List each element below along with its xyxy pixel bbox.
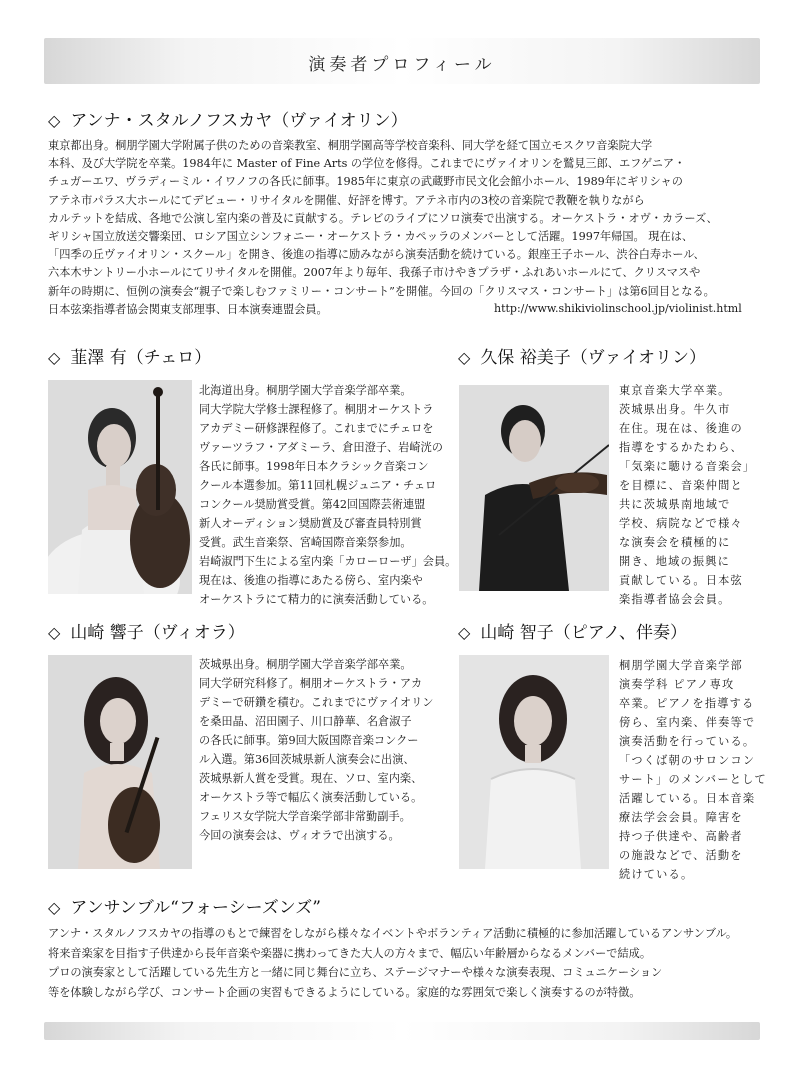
- bio-line: 持つ子供達や、高齢者: [619, 830, 743, 843]
- bio-line: ヴァーツラフ・アダミーラ、倉田澄子、岩崎洸の: [199, 441, 443, 454]
- yamazaki-kyoko-heading: [48, 622, 245, 644]
- bio-line: 学校、病院などで様々: [619, 517, 743, 530]
- ensemble-heading-text: アンサンブル“フォーシーズンズ”: [70, 898, 321, 918]
- bio-line: 新人オーディション奨励賞及び審査員特別賞: [199, 517, 422, 530]
- bio-line: 傍ら、室内楽、伴奏等で: [619, 716, 756, 729]
- bio-line: 受賞。武生音楽祭、宮崎国際音楽祭参加。: [199, 536, 412, 549]
- page-title: 演奏者プロフィール: [308, 55, 496, 75]
- yamazaki-kyoko-bio: [199, 655, 449, 845]
- bio-line: 将来音楽家を目指す子供達から長年音楽や楽器に携わってきた大人の方々まで、幅広い年齢層からなるメンバーで結成。: [48, 946, 652, 960]
- diamond-icon: ◇: [458, 623, 471, 642]
- bio-line: チュガーエワ、ヴラディーミル・イワノフの各氏に師事。1985年に東京の武蔵野市民文化会館小ホール、1989年にギリシャの: [48, 175, 683, 189]
- anna-heading: [48, 110, 408, 132]
- kubo-bio: [619, 381, 765, 609]
- bio-line: を目標に、音楽仲間と: [619, 479, 743, 492]
- bio-line: な演奏会を積極的に: [619, 536, 731, 549]
- nirasawa-heading: [48, 347, 211, 369]
- diamond-icon: ◇: [48, 111, 61, 130]
- ensemble-heading: [48, 897, 321, 919]
- bio-line: 療法学会会員。障害を: [619, 811, 743, 824]
- bio-line: 茨城県新人賞を受賞。現在、ソロ、室内楽、: [199, 772, 423, 785]
- yamazaki-tomoko-bio: [619, 656, 765, 884]
- violist-photo: [48, 655, 192, 869]
- bio-line: デミーで研鑽を積む。これまでにヴァイオリン: [199, 696, 434, 709]
- nirasawa-heading-text: 韮澤 有（チェロ）: [70, 348, 212, 368]
- bio-line: プロの演奏家として活躍している先生方と一緒に同じ舞台に立ち、ステージマナーや様々な演奏表現、コミュニケーション: [48, 966, 663, 979]
- diamond-icon: ◇: [458, 348, 471, 367]
- kubo-heading: [458, 347, 706, 369]
- bio-line: フェリス女学院大学音楽学部非常勤副手。: [199, 810, 411, 823]
- bio-line: 茨城県出身。桐朋学園大学音楽学部卒業。: [199, 658, 412, 671]
- cellist-photo: [48, 380, 192, 594]
- bio-line: 演奏学科 ピアノ専攻: [619, 678, 735, 691]
- bio-line: 続けている。: [619, 868, 694, 881]
- bio-line: 指導をするかたわら、: [619, 441, 743, 454]
- bio-line: アンナ・スタルノフスカヤの指導のもとで練習をしながら様々なイベントやボランティア活動に積極的に参加活躍しているアンサンブル。: [48, 927, 738, 940]
- bio-line: 活躍している。日本音楽: [619, 792, 756, 805]
- diamond-icon: ◇: [48, 898, 61, 917]
- anna-heading-text: アンナ・スタルノフスカヤ（ヴァイオリン）: [70, 111, 408, 131]
- header-band: [44, 38, 760, 84]
- kubo-heading-text: 久保 裕美子（ヴァイオリン）: [480, 348, 707, 368]
- bio-line: アテネ市パラス大ホールにてデビュー・リサイタルを開催、好評を博す。アテネ市内の3校の音楽院で教鞭を執りながら: [48, 193, 645, 207]
- bio-line: コンクール奨励賞受賞。第42回国際芸術連盟: [199, 498, 426, 511]
- yamazaki-tomoko-heading: [458, 622, 687, 644]
- bio-line: オーケストラにて精力的に演奏活動している。: [199, 593, 434, 606]
- bio-line: ギリシャ国立放送交響楽団、ロシア国立シンフォニー・オーケストラ・カペッラのメンバーとして活躍。1997年帰国。 現在は、: [48, 230, 694, 244]
- diamond-icon: ◇: [48, 623, 61, 642]
- bio-line: 北海道出身。桐朋学園大学音楽学部卒業。: [199, 384, 412, 397]
- bio-line: 演奏活動を行っている。: [619, 735, 756, 748]
- pianist-photo: [459, 655, 609, 869]
- bio-line: ル入選。第36回茨城県新人演奏会に出演、: [199, 753, 415, 766]
- bio-line: アカデミー研修課程修了。これまでにチェロを: [199, 422, 434, 435]
- bio-line: 同大学研究科修了。桐朋オーケストラ・アカ: [199, 677, 423, 690]
- bio-line: 新年の時期に、恒例の演奏会“親子で楽しむファミリー・コンサート”を開催。今回の「クリスマス・コンサート」は第6回目となる。: [48, 284, 715, 298]
- bio-line: 茨城県出身。牛久市: [619, 403, 731, 416]
- bio-line: 開き、地域の振興に: [619, 555, 731, 568]
- bio-line: 東京都出身。桐朋学園大学附属子供のための音楽教室、桐朋学園高等学校音楽科、同大学を経て国立モスクワ音楽院大学: [48, 139, 653, 152]
- ensemble-bio: [48, 924, 760, 1002]
- bio-line: 楽指導者協会会員。: [619, 593, 731, 606]
- bio-line: 桐朋学園大学音楽学部: [619, 659, 743, 672]
- anna-bio: [48, 137, 760, 319]
- anna-url[interactable]: http://www.shikiviolinschool.jp/violinist.html: [494, 302, 742, 315]
- bio-line: 同大学院大学修士課程修了。桐朋オーケストラ: [199, 403, 434, 416]
- nirasawa-bio: [199, 381, 457, 609]
- bio-line: 今回の演奏会は、ヴィオラで出演する。: [199, 829, 400, 842]
- bio-line: 本科、及び大学院を卒業。1984年に Master of Fine Arts の学位を修得。これまでにヴァイオリンを鷲見三郎、エフゲニア・: [48, 157, 686, 171]
- bio-line: 「つくば朝のサロンコン: [619, 754, 756, 767]
- yamazaki-kyoko-heading-text: 山崎 響子（ヴィオラ）: [70, 623, 245, 643]
- bio-line: 在住。現在は、後進の: [619, 422, 743, 435]
- bio-line: サート」のメンバーとして: [619, 773, 767, 786]
- bio-line: 等を体験しながら学び、コンサート企画の実習もできるようにしている。家庭的な雰囲気で楽しく演奏するのが特徴。: [48, 985, 641, 999]
- bio-line: を桑田晶、沼田園子、川口静華、名倉淑子: [199, 715, 412, 728]
- bio-line: 東京音楽大学卒業。: [619, 384, 731, 397]
- bio-line: の各氏に師事。第9回大阪国際音楽コンクー: [199, 734, 419, 747]
- bio-line: 貢献している。日本弦: [619, 574, 743, 587]
- bio-line: クール本選参加。第11回札幌ジュニア・チェロ: [199, 479, 437, 492]
- bio-line: の施設などで、活動を: [619, 849, 743, 862]
- bio-line: 岩崎淑門下生による室内楽「カローローザ」会員。: [199, 555, 457, 568]
- bio-line: カルテットを結成、各地で公演し室内楽の普及に貢献する。テレビのライブにソロ演奏で出演する。オーケストラ・オヴ・カラーズ、: [48, 211, 718, 225]
- bio-line: オーケストラ等で幅広く演奏活動している。: [199, 791, 423, 804]
- bio-line: 「気楽に聴ける音楽会」: [619, 460, 756, 473]
- bio-line: 日本弦楽指導者協会関東支部理事、日本演奏連盟会員。: [48, 302, 328, 316]
- bio-line: 共に茨城県南地域で: [619, 498, 731, 511]
- bio-line: 「四季の丘ヴァイオリン・スクール」を開き、後進の指導に励みながら演奏活動を続けている。銀座王子ホール、渋谷白寿ホール、: [48, 248, 705, 262]
- bio-line: 現在は、後進の指導にあたる傍ら、室内楽や: [199, 574, 423, 587]
- diamond-icon: ◇: [48, 348, 61, 367]
- footer-band: [44, 1022, 760, 1040]
- bio-line: 各氏に師事。1998年日本クラシック音楽コン: [199, 460, 429, 473]
- violinist-photo: [459, 385, 609, 591]
- bio-line: 卒業。ピアノを指導する: [619, 697, 755, 710]
- yamazaki-tomoko-heading-text: 山崎 智子（ピアノ、伴奏）: [480, 623, 687, 643]
- bio-line: 六本木サントリー小ホールにてリサイタルを開催。2007年より毎年、我孫子市けやきプラザ・ふれあいホールにて、クリスマスや: [48, 266, 701, 280]
